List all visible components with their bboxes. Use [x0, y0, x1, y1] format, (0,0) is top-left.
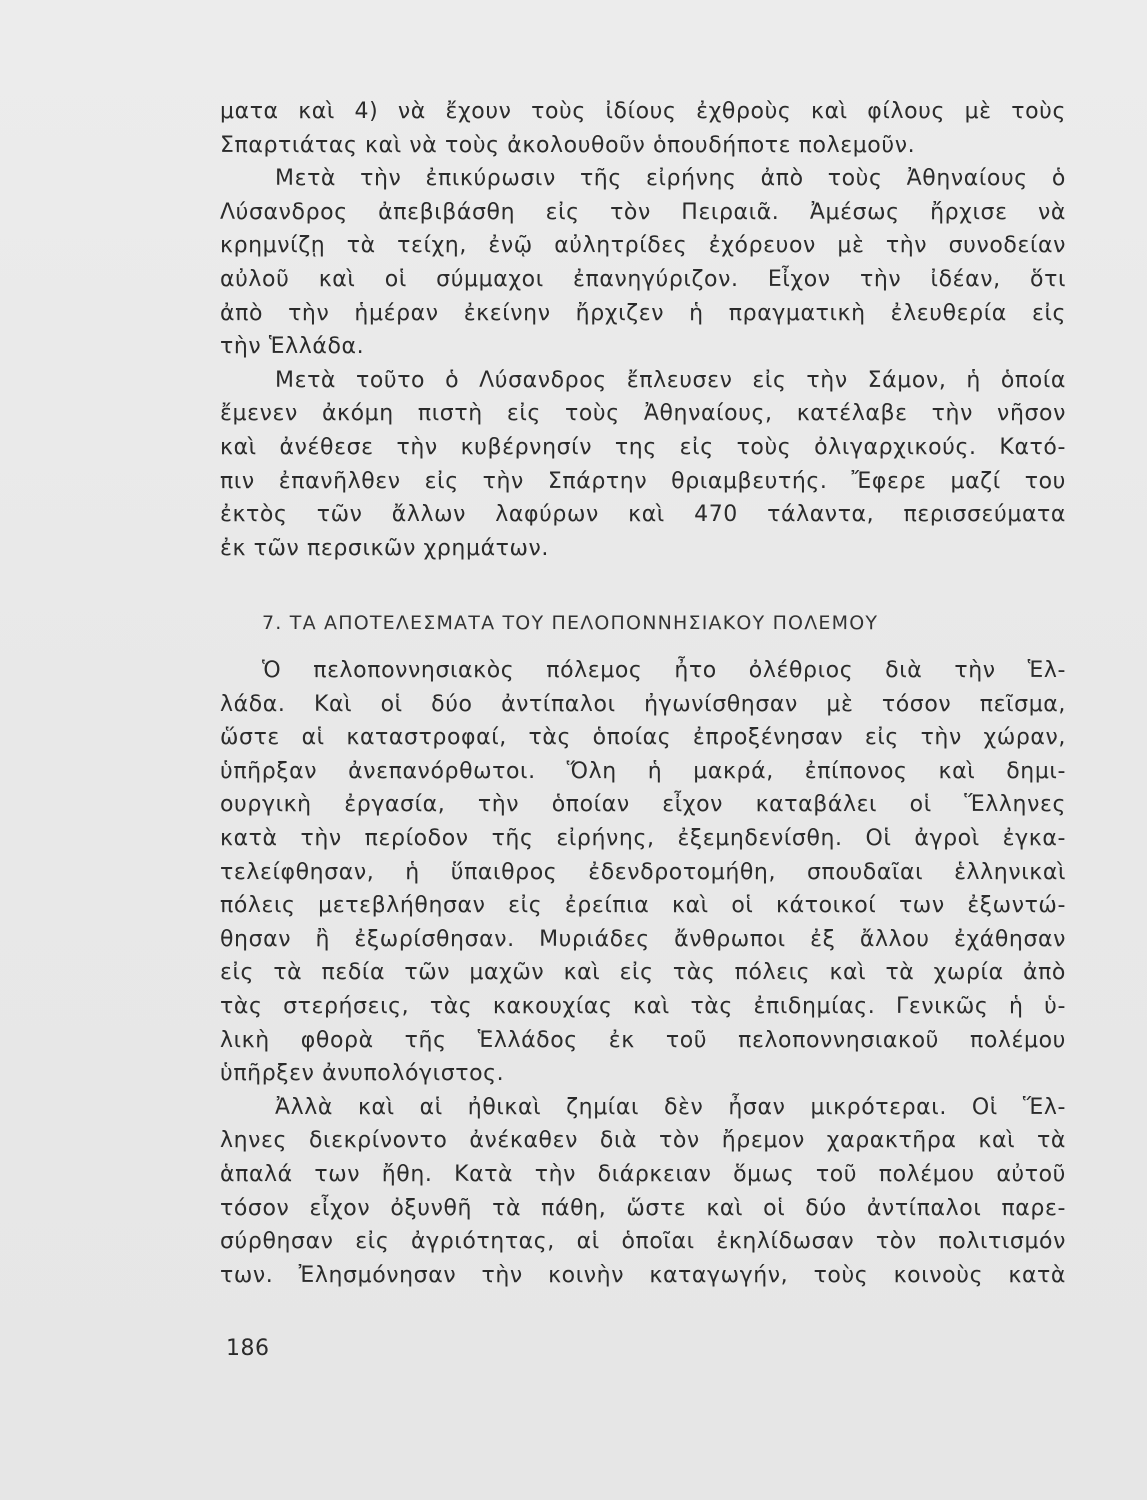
- text-line: τὰς στερήσεις, τὰς κακουχίας καὶ τὰς ἐπιδημίας. Γενικῶς ἡ ὑ-: [220, 993, 1066, 1019]
- text-line: κρημνίζῃ τὰ τείχη, ἐνῷ αὐλητρίδες ἐχόρευον μὲ τὴν συνοδείαν: [220, 233, 1066, 259]
- text-line: Σπαρτιάτας καὶ νὰ τοὺς ἀκολουθοῦν ὁπουδήποτε πολεμοῦν.: [220, 132, 916, 158]
- text-line: ὑπῆρξαν ἀνεπανόρθωτοι. Ὅλη ἡ μακρά, ἐπίπονος καὶ δημι-: [220, 758, 1066, 784]
- text-line: εἰς τὰ πεδία τῶν μαχῶν καὶ εἰς τὰς πόλεις καὶ τὰ χωρία ἀπὸ: [220, 960, 1066, 986]
- text-line: ματα καὶ 4) νὰ ἔχουν τοὺς ἰδίους ἐχθροὺς καὶ φίλους μὲ τοὺς: [220, 99, 1066, 124]
- text-line: αὐλοῦ καὶ οἱ σύμμαχοι ἐπανηγύριζον. Εἶχον τὴν ἰδέαν, ὅτι: [220, 266, 1066, 292]
- text-line: ὥστε αἱ καταστροφαί, τὰς ὁποίας ἐπροξένησαν εἰς τὴν χώραν,: [220, 725, 1066, 751]
- text-line: καὶ ἀνέθεσε τὴν κυβέρνησίν της εἰς τοὺς ὀλιγαρχικούς. Κατό-: [220, 434, 1066, 460]
- page-number: 186: [226, 1336, 270, 1361]
- text-line: ὑπῆρξεν ἀνυπολόγιστος.: [220, 1061, 505, 1087]
- text-line: θησαν ἢ ἐξωρίσθησαν. Μυριάδες ἄνθρωποι ἐξ ἄλλου ἐχάθησαν: [220, 926, 1066, 952]
- text-line: τόσον εἶχον ὀξυνθῆ τὰ πάθη, ὥστε καὶ οἱ δύο ἀντίπαλοι παρε-: [220, 1195, 1066, 1221]
- text-line: κατὰ τὴν περίοδον τῆς εἰρήνης, ἐξεμηδενίσθη. Οἱ ἀγροὶ ἐγκα-: [220, 825, 1066, 851]
- text-line: ἀπὸ τὴν ἡμέραν ἐκείνην ἤρχιζεν ἡ πραγματικὴ ἐλευθερία εἰς: [220, 300, 1066, 326]
- text-line: ἔμενεν ἀκόμη πιστὴ εἰς τοὺς Ἀθηναίους, κατέλαβε τὴν νῆσον: [220, 401, 1066, 427]
- text-line: πόλεις μετεβλήθησαν εἰς ἐρείπια καὶ οἱ κάτοικοί των ἐξωντώ-: [220, 893, 1066, 919]
- text-line: ληνες διεκρίνοντο ἀνέκαθεν διὰ τὸν ἤρεμον χαρακτῆρα καὶ τὰ: [220, 1128, 1066, 1154]
- text-line: Ὁ πελοποννησιακὸς πόλεμος ἦτο ὀλέθριος διὰ τὴν Ἑλ-: [262, 658, 1066, 683]
- text-line: Ἀλλὰ καὶ αἱ ἠθικαὶ ζημίαι δὲν ἦσαν μικρότεραι. Οἱ Ἕλ-: [275, 1094, 1066, 1120]
- text-line: πιν ἐπανῆλθεν εἰς τὴν Σπάρτην θριαμβευτής. Ἔφερε μαζί του: [220, 468, 1066, 494]
- text-line: των. Ἐλησμόνησαν τὴν κοινὴν καταγωγήν, τοὺς κοινοὺς κατὰ: [220, 1262, 1066, 1288]
- text-line: τὴν Ἑλλάδα.: [220, 334, 365, 360]
- section-heading: 7. ΤΑ ΑΠΟΤΕΛΕΣΜΑΤΑ ΤΟΥ ΠΕΛΟΠΟΝΝΗΣΙΑΚΟΥ ΠΟΛΕΜΟΥ: [262, 612, 879, 634]
- text-line: λικὴ φθορὰ τῆς Ἑλλάδος ἐκ τοῦ πελοποννησιακοῦ πολέμου: [220, 1027, 1066, 1053]
- text-line: Μετὰ τὴν ἐπικύρωσιν τῆς εἰρήνης ἀπὸ τοὺς Ἀθηναίους ὁ: [275, 166, 1066, 192]
- text-line: ἁπαλά των ἤθη. Κατὰ τὴν διάρκειαν ὅμως τοῦ πολέμου αὐτοῦ: [220, 1161, 1066, 1187]
- text-line: Μετὰ τοῦτο ὁ Λύσανδρος ἔπλευσεν εἰς τὴν Σάμον, ἡ ὁποία: [275, 367, 1066, 393]
- text-section-after: [220, 654, 1066, 1292]
- text-line: ἐκτὸς τῶν ἄλλων λαφύρων καὶ 470 τάλαντα, περισσεύματα: [220, 502, 1066, 528]
- text-line: σύρθησαν εἰς ἀγριότητας, αἱ ὁποῖαι ἐκηλίδωσαν τὸν πολιτισμόν: [220, 1229, 1066, 1255]
- text-line: ἐκ τῶν περσικῶν χρημάτων.: [220, 535, 550, 561]
- text-section-before: [220, 95, 1066, 565]
- text-line: τελείφθησαν, ἡ ὕπαιθρος ἐδενδροτομήθη, σπουδαῖαι ἑλληνικαὶ: [220, 859, 1066, 885]
- text-line: Λύσανδρος ἀπεβιβάσθη εἰς τὸν Πειραιᾶ. Ἀμέσως ἤρχισε νὰ: [220, 199, 1066, 225]
- text-line: λάδα. Καὶ οἱ δύο ἀντίπαλοι ἠγωνίσθησαν μὲ τόσον πεῖσμα,: [220, 691, 1066, 717]
- text-line: ουργικὴ ἐργασία, τὴν ὁποίαν εἶχον καταβάλει οἱ Ἕλληνες: [220, 792, 1066, 818]
